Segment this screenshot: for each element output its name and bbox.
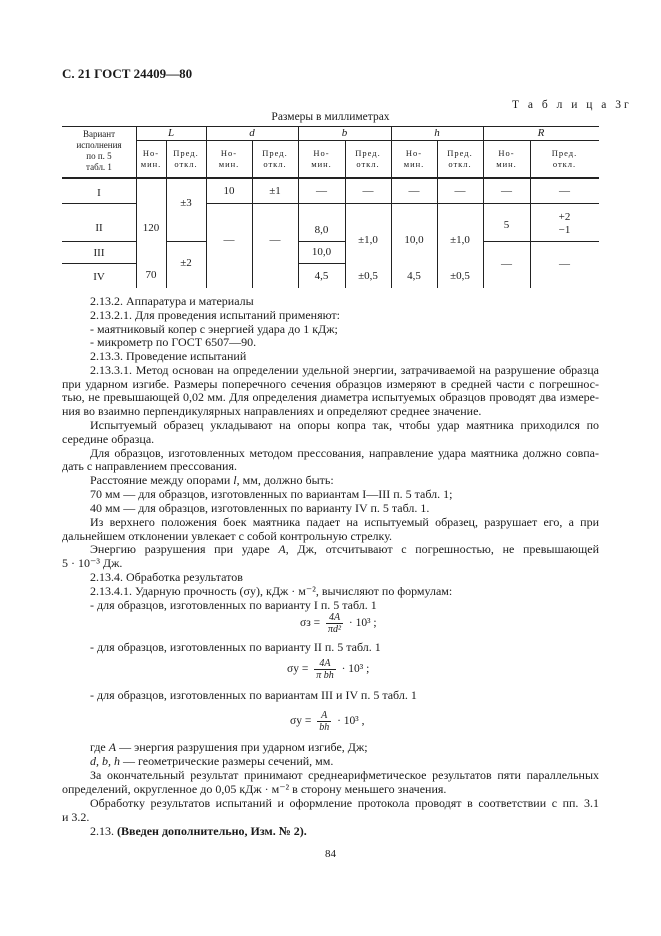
formula-numerator: A — [317, 710, 331, 722]
cell-value: — — [559, 185, 570, 197]
row-label: III — [93, 247, 105, 259]
nominal-header-line: мин. — [496, 159, 517, 169]
text-run: A — [108, 740, 117, 754]
paragraph-line: 5 · 10⁻³ Дж. — [62, 556, 123, 570]
formula-numerator: 4A — [314, 658, 336, 670]
group-header-d: d — [249, 127, 255, 139]
table-rule-row — [298, 241, 345, 242]
paragraph-line: ния во взаимно перпендикулярных направлениях и определяют среднее значение. — [62, 404, 482, 418]
paragraph-line: 70 мм — для образцов, изготовленных по вариантам I—III п. 5 табл. 1; — [90, 487, 453, 501]
cell-value: 10 — [223, 185, 235, 197]
text-run: , Дж, отсчитывают с погрешностью, не превышающей — [285, 542, 599, 556]
variant-header-line: исполнения — [76, 140, 122, 150]
cell-value: +2 — [558, 211, 571, 223]
nominal-header-line: Но- — [498, 148, 515, 158]
row-label: II — [95, 222, 103, 234]
cell-value: 10,0 — [311, 246, 332, 258]
table-units: Размеры в миллиметрах — [271, 111, 390, 123]
table-rule-row — [62, 241, 136, 242]
text-run: где — [90, 740, 109, 754]
legend-line — [90, 754, 333, 768]
formula-fraction — [314, 658, 336, 681]
legend-line — [90, 740, 368, 754]
page-header: С. 21 ГОСТ 24409—80 — [62, 66, 193, 81]
cell-value: 8,0 — [314, 224, 329, 236]
dimensions-table — [62, 126, 599, 288]
table-rule-row — [298, 263, 345, 264]
text-run: — геометрические размеры сечений, мм. — [120, 754, 334, 768]
nominal-header-line: мин. — [218, 159, 240, 169]
page-number: 84 — [325, 848, 336, 860]
paragraph-line: - для образцов, изготовленных по вариантам III и IV п. 5 табл. 1 — [90, 688, 417, 702]
nominal-header-line: Но- — [220, 148, 238, 158]
cell-value: ±2 — [180, 257, 192, 269]
nominal-header — [483, 148, 530, 170]
table-name: Т а б л и ц а 3г — [512, 99, 632, 111]
paragraph-line: - для образцов, изготовленных по варианту I п. 5 табл. 1 — [90, 598, 377, 612]
deviation-header-line: Пред. — [355, 148, 381, 158]
formula-lhs: σу = — [287, 663, 309, 676]
paragraph-line: - для образцов, изготовленных по варианту II п. 5 табл. 1 — [90, 640, 381, 654]
paragraph-line: и 3.2. — [62, 810, 90, 824]
formula-denominator: πd² — [327, 624, 341, 635]
table-rule-row — [62, 263, 136, 264]
cell-value: 70 — [145, 269, 157, 281]
deviation-header — [252, 148, 298, 170]
cell-value: — — [408, 185, 420, 197]
formula-3 — [290, 710, 364, 733]
cell-value: ±1,0 — [450, 234, 470, 246]
variant-header-line: табл. 1 — [86, 162, 112, 172]
cell-value: 120 — [142, 222, 160, 234]
text-run: Расстояние между опорами — [90, 473, 234, 487]
paragraph-line: За окончательный результат принимают среднеарифметическое результатов пяти параллельных — [90, 768, 599, 782]
text-run: (Введен дополнительно, Изм. № 2). — [117, 824, 307, 838]
variant-header — [62, 129, 136, 173]
deviation-header — [437, 148, 483, 170]
text-run: — энергия разрушения при ударном изгибе, Дж; — [116, 740, 368, 754]
group-header-h: h — [434, 127, 440, 139]
paragraph-line: дать с направлением прессования. — [62, 459, 237, 473]
list-item: - маятниковый копер с энергией удара до 1 кДж; — [90, 322, 338, 336]
section-heading: 2.13.4. Обработка результатов — [90, 570, 243, 584]
paragraph-line: определений, округленное до 0,05 кДж · м⁻² в сторону меньшего значения. — [62, 782, 447, 796]
cell-value: — — [559, 258, 570, 270]
nominal-header-line: мин. — [311, 159, 332, 169]
nominal-header-line: Но- — [313, 148, 330, 158]
formula-1 — [300, 612, 377, 635]
nominal-header-line: Но- — [142, 148, 160, 158]
deviation-header-line: откл. — [174, 159, 198, 169]
cell-value: — — [501, 258, 512, 270]
cell-value: 10,0 — [404, 234, 424, 246]
paragraph-line: 2.13.2.1. Для проведения испытаний применяют: — [90, 308, 340, 322]
paragraph-line: Из верхнего положения боек маятника падает на испытуемый образец, разрушает его, а при — [90, 515, 599, 529]
nominal-header — [136, 148, 166, 170]
text-run: , мм, должно быть: — [236, 473, 334, 487]
paragraph-line: Обработку результатов испытаний и оформление протокола проводят в соответствии с пп. 3.1 — [90, 796, 599, 810]
paragraph-line: при ударном изгибе. Размеры поперечного сечения образцов измеряют в средней части с погрешнос- — [62, 377, 599, 391]
cell-value: — — [454, 185, 466, 197]
group-header-L: L — [167, 127, 175, 139]
cell-value: ±1,0 — [358, 234, 378, 246]
cell-value: ±3 — [180, 197, 192, 209]
paragraph-line: Для образцов, изготовленных методом прессования, направление удара маятника должно совпа- — [90, 446, 599, 460]
formula-rhs: · 10³ , — [337, 715, 365, 728]
formula-numerator: 4A — [326, 612, 343, 624]
formula-fraction — [317, 710, 331, 733]
cell-value: −1 — [558, 224, 571, 236]
formula-lhs: σу = — [290, 715, 312, 728]
paragraph-line: 2.13.4.1. Ударную прочность (σу), кДж · м⁻², вычисляют по формулам: — [90, 584, 453, 598]
deviation-header-line: Пред. — [551, 148, 578, 158]
paragraph-line: тью, не превышающей 0,02 мм. Для определения диаметра испытуемых образцов проводят два измере- — [62, 390, 599, 404]
formula-rhs: · 10³ ; — [348, 617, 377, 630]
nominal-header — [391, 148, 437, 170]
cell-value: ±0,5 — [358, 270, 378, 282]
cell-value: 4,5 — [314, 270, 329, 282]
cell-value: — — [362, 185, 374, 197]
table-rule-row — [166, 241, 206, 242]
amendment-note — [90, 824, 307, 838]
cell-value: 4,5 — [407, 270, 421, 282]
deviation-header-line: откл. — [552, 159, 577, 169]
deviation-header-line: откл. — [356, 159, 380, 169]
variant-header-line: по п. 5 — [86, 151, 112, 161]
row-label: IV — [93, 271, 105, 283]
nominal-header-line: Но- — [405, 148, 423, 158]
cell-value: ±0,5 — [450, 270, 470, 282]
nominal-header — [298, 148, 345, 170]
paragraph-line: Испытуемый образец укладывают на опоры копра так, чтобы удар маятника приходился по — [90, 418, 599, 432]
deviation-header-line: откл. — [263, 159, 287, 169]
paragraph-line: дальнейшем отклонении увлекает с собой контрольную стрелку. — [62, 529, 393, 543]
list-item: - микрометр по ГОСТ 6507—90. — [90, 335, 257, 349]
nominal-header-line: мин. — [140, 159, 162, 169]
deviation-header-line: Пред. — [447, 148, 473, 158]
deviation-header — [166, 148, 206, 170]
section-heading: 2.13.2. Аппаратура и материалы — [90, 294, 254, 308]
cell-value: — — [223, 234, 235, 246]
formula-denominator: bh — [319, 722, 330, 733]
variant-header-line: Вариант — [82, 129, 116, 139]
row-label: I — [97, 187, 101, 199]
text-run: 2.13. — [90, 824, 117, 838]
deviation-header-line: откл. — [448, 159, 472, 169]
cell-value: 5 — [503, 219, 510, 231]
paragraph-line — [90, 542, 599, 556]
formula-rhs: · 10³ ; — [341, 663, 370, 676]
deviation-header-line: Пред. — [173, 148, 199, 158]
deviation-header — [530, 148, 599, 170]
cell-value: — — [269, 234, 281, 246]
nominal-header-line: мин. — [403, 159, 425, 169]
cell-value: ±1 — [269, 185, 281, 197]
text-run: l — [233, 473, 237, 487]
paragraph-line: 40 мм — для образцов, изготовленных по варианту IV п. 5 табл. 1. — [90, 501, 430, 515]
deviation-header-line: Пред. — [262, 148, 288, 158]
text-run: d, b, h — [90, 754, 120, 768]
table-rule-row — [483, 241, 599, 242]
cell-value: — — [316, 185, 327, 197]
formula-lhs: σз = — [300, 617, 321, 630]
group-header-b: b — [341, 127, 348, 139]
table-rule-row — [206, 203, 599, 204]
section-heading: 2.13.3. Проведение испытаний — [90, 349, 247, 363]
nominal-header — [206, 148, 252, 170]
table-rule-row — [62, 203, 136, 204]
paragraph-line — [90, 473, 334, 487]
formula-fraction — [326, 612, 343, 635]
paragraph-line: 2.13.3.1. Метод основан на определении удельной энергии, затрачиваемой на разрушение образца — [90, 363, 599, 377]
cell-value: — — [501, 185, 512, 197]
group-header-R: R — [537, 127, 545, 139]
text-run: A — [278, 542, 286, 556]
deviation-header — [345, 148, 391, 170]
text-run: Энергию разрушения при ударе — [90, 542, 279, 556]
formula-2 — [287, 658, 369, 681]
paragraph-line: середине образца. — [62, 432, 155, 446]
formula-denominator: π bh — [316, 670, 334, 681]
table-rule-header — [62, 177, 599, 179]
